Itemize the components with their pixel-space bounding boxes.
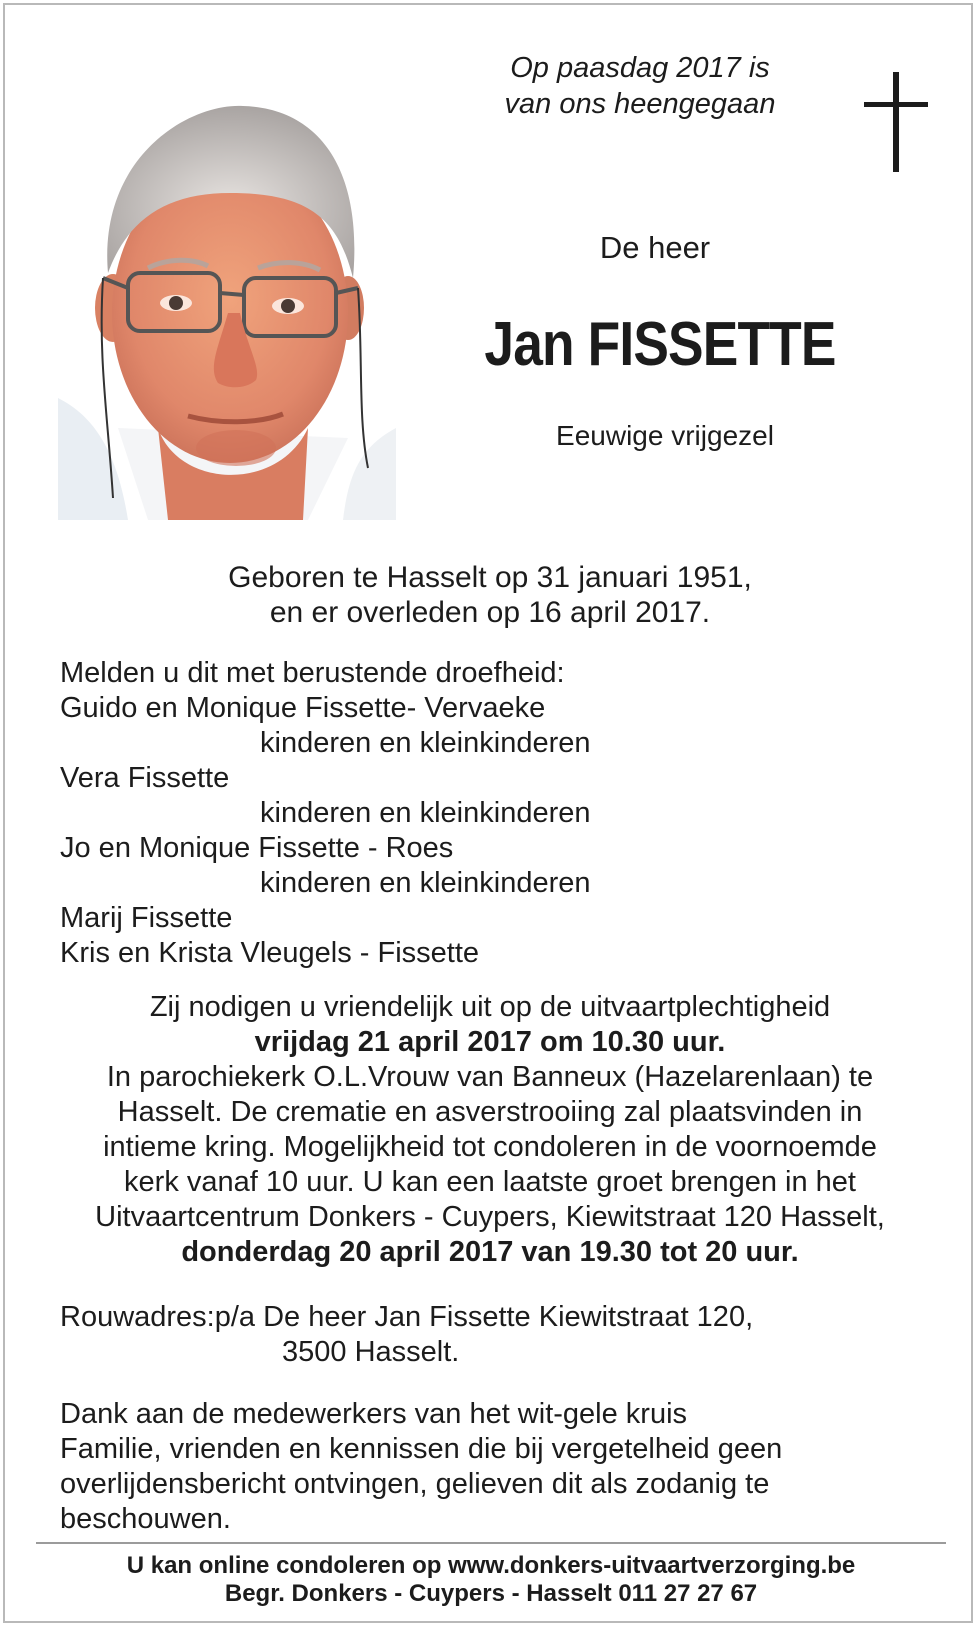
mourner-line: kinderen en kleinkinderen (260, 867, 591, 899)
thanks-line-4: beschouwen. (60, 1503, 231, 1535)
funeral-line-3: In parochiekerk O.L.Vrouw van Banneux (Hazelarenlaan) te (106, 1061, 874, 1093)
cross-icon (864, 72, 928, 172)
intro-text (470, 50, 810, 122)
mourner-line: kinderen en kleinkinderen (260, 727, 591, 759)
mourner-line: Jo en Monique Fissette - Roes (60, 832, 454, 864)
honorific: De heer (599, 230, 711, 265)
mourner-line: Vera Fissette (60, 762, 230, 794)
mourner-line: kinderen en kleinkinderen (260, 797, 591, 829)
mourner-line: Marij Fissette (60, 902, 233, 934)
footer-divider (36, 1542, 946, 1544)
footer-contact-line: Begr. Donkers - Cuypers - Hasselt 011 27 27 67 (224, 1580, 758, 1607)
funeral-line-7: Uitvaartcentrum Donkers - Cuypers, Kiewitstraat 120 Hasselt, (95, 1201, 885, 1233)
footer (36, 1552, 946, 1608)
thanks-line-1: Dank aan de medewerkers van het wit-gele kruis (60, 1398, 688, 1430)
funeral-line-1: Zij nodigen u vriendelijk uit op de uitvaartplechtigheid (149, 991, 831, 1023)
portrait-photo (58, 98, 396, 520)
address-line-2: 3500 Hasselt. (282, 1336, 460, 1368)
born-line-1: Geboren te Hasselt op 31 januari 1951, (228, 561, 752, 594)
intro-line-2: van ons heengegaan (504, 88, 776, 120)
thanks-line-2: Familie, vrienden en kennissen die bij vergetelheid geen (60, 1433, 783, 1465)
funeral-date: vrijdag 21 april 2017 om 10.30 uur. (254, 1026, 726, 1058)
mourner-line: Kris en Krista Vleugels - Fissette (60, 937, 480, 969)
born-line-2: en er overleden op 16 april 2017. (269, 596, 711, 629)
mourners-list (60, 656, 920, 971)
mourning-address (60, 1300, 920, 1370)
funeral-line-5: intieme kring. Mogelijkheid tot condoleren in de voornoemde (103, 1131, 877, 1163)
deceased-name: Jan FISSETTE (484, 310, 836, 379)
mourners-heading: Melden u dit met berustende droefheid: (60, 657, 565, 689)
visitation-date: donderdag 20 april 2017 van 19.30 tot 20 uur. (181, 1236, 799, 1268)
subtitle: Eeuwige vrijgezel (556, 420, 774, 451)
address-line-1: Rouwadres:p/a De heer Jan Fissette Kiewitstraat 120, (60, 1301, 754, 1333)
birth-death-info (60, 560, 920, 630)
funeral-line-4: Hasselt. De crematie en asverstrooiing zal plaatsvinden in (117, 1096, 863, 1128)
footer-condolence-line: U kan online condoleren op www.donkers-uitvaartverzorging.be (126, 1552, 856, 1579)
funeral-line-6: kerk vanaf 10 uur. U kan een laatste groet brengen in het (124, 1166, 856, 1198)
thanks-note (60, 1397, 920, 1537)
thanks-line-3: overlijdensbericht ontvingen, gelieven dit als zodanig te (60, 1468, 770, 1500)
intro-line-1: Op paasdag 2017 is (510, 52, 770, 84)
mourner-line: Guido en Monique Fissette- Vervaeke (60, 692, 546, 724)
funeral-info (55, 990, 925, 1270)
